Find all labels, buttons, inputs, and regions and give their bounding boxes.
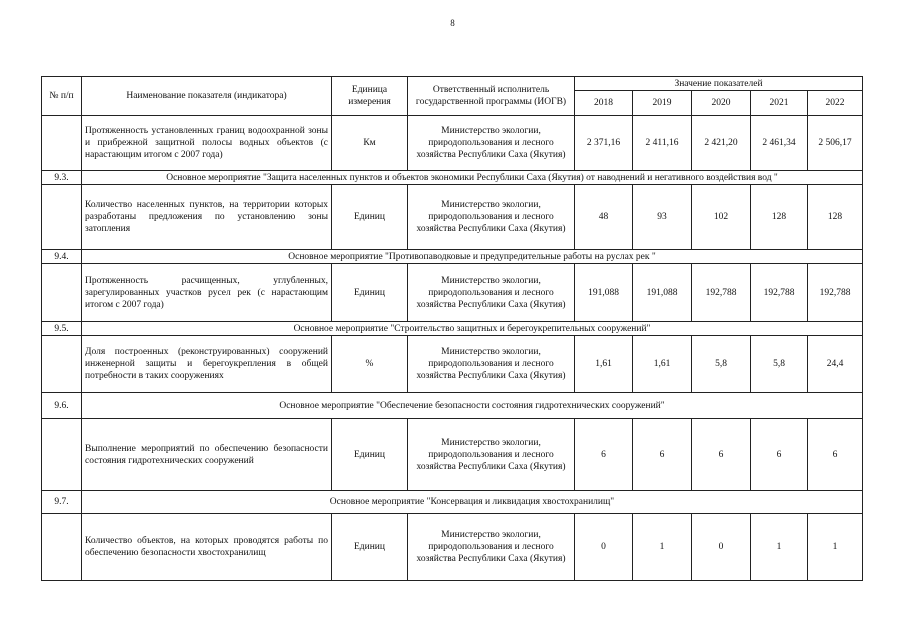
event-title: Основное мероприятие "Обеспечение безопасности состояния гидротехнических сооружений": [82, 393, 863, 419]
indicator-row: [42, 116, 863, 171]
event-title: Основное мероприятие "Консервация и ликвидация хвостохранилищ": [82, 491, 863, 514]
header-year: 2021: [751, 91, 808, 116]
event-title: Основное мероприятие "Строительство защитных и берегоукрепительных сооружений": [82, 322, 863, 336]
indicator-value: 2 411,16: [633, 116, 692, 171]
indicator-unit: Единиц: [332, 419, 408, 491]
indicator-value: 6: [692, 419, 751, 491]
indicator-value: 102: [692, 185, 751, 250]
responsible-executor: Министерство экологии, природопользования и лесного хозяйства Республики Саха (Якутия): [408, 185, 575, 250]
event-title: Основное мероприятие "Противопаводковые и предупредительные работы на руслах рек ": [82, 250, 863, 264]
page-number: 8: [450, 18, 455, 28]
indicator-name: Выполнение мероприятий по обеспечению безопасности состояния гидротехнических сооружений: [82, 419, 332, 491]
indicator-row: [42, 514, 863, 581]
event-row: [42, 322, 863, 336]
indicator-value: 2 506,17: [808, 116, 863, 171]
indicator-value: 192,788: [692, 264, 751, 322]
row-number-cell: [42, 116, 82, 171]
row-number-cell: [42, 419, 82, 491]
event-title: Основное мероприятие "Защита населенных пунктов и объектов экономики Республики Саха (Якутия) от наводнений и негативного воздействия вод ": [82, 171, 863, 185]
event-row: [42, 171, 863, 185]
indicator-name: Количество населенных пунктов, на территории которых разработаны предложения по установлению зоны затопления: [82, 185, 332, 250]
indicator-value: 1: [633, 514, 692, 581]
indicator-unit: Км: [332, 116, 408, 171]
row-number-cell: [42, 264, 82, 322]
indicator-name: Протяженность расчищенных, углубленных, зарегулированных участков русел рек (с нарастающим итогом с 2007 года): [82, 264, 332, 322]
indicator-value: 93: [633, 185, 692, 250]
indicator-row: [42, 185, 863, 250]
responsible-executor: Министерство экологии, природопользования и лесного хозяйства Республики Саха (Якутия): [408, 116, 575, 171]
header-year: 2019: [633, 91, 692, 116]
responsible-executor: Министерство экологии, природопользования и лесного хозяйства Республики Саха (Якутия): [408, 264, 575, 322]
header-responsible: Ответственный исполнитель государственной программы (ИОГВ): [408, 77, 575, 116]
indicator-value: 24,4: [808, 336, 863, 393]
indicator-unit: Единиц: [332, 264, 408, 322]
indicator-name: Протяженность установленных границ водоохранной зоны и прибрежной защитной полосы водных объектов (с нарастающим итогом с 2007 года): [82, 116, 332, 171]
indicator-value: 5,8: [692, 336, 751, 393]
header-year: 2022: [808, 91, 863, 116]
indicator-value: 5,8: [751, 336, 808, 393]
indicator-unit: %: [332, 336, 408, 393]
indicator-value: 1: [808, 514, 863, 581]
event-index: 9.7.: [42, 491, 82, 514]
indicator-name: Количество объектов, на которых проводятся работы по обеспечению безопасности хвостохранилищ: [82, 514, 332, 581]
indicator-value: 192,788: [751, 264, 808, 322]
indicator-value: 191,088: [575, 264, 633, 322]
header-unit: Единица измерения: [332, 77, 408, 116]
indicator-value: 128: [751, 185, 808, 250]
indicator-value: 48: [575, 185, 633, 250]
row-number-cell: [42, 336, 82, 393]
indicator-value: 0: [575, 514, 633, 581]
indicator-value: 2 421,20: [692, 116, 751, 171]
indicator-value: 1: [751, 514, 808, 581]
indicator-row: [42, 336, 863, 393]
event-index: 9.6.: [42, 393, 82, 419]
responsible-executor: Министерство экологии, природопользования и лесного хозяйства Республики Саха (Якутия): [408, 419, 575, 491]
header-year: 2018: [575, 91, 633, 116]
row-number-cell: [42, 185, 82, 250]
indicator-name: Доля построенных (реконструированных) сооружений инженерной защиты и берегоукрепления в общей потребности в таких сооружениях: [82, 336, 332, 393]
indicator-value: 6: [575, 419, 633, 491]
row-number-cell: [42, 514, 82, 581]
indicator-value: 2 371,16: [575, 116, 633, 171]
indicator-row: [42, 419, 863, 491]
event-index: 9.3.: [42, 171, 82, 185]
responsible-executor: Министерство экологии, природопользования и лесного хозяйства Республики Саха (Якутия): [408, 336, 575, 393]
indicator-value: 6: [751, 419, 808, 491]
event-index: 9.5.: [42, 322, 82, 336]
header-values-title: Значение показателей: [575, 77, 863, 91]
indicator-value: 128: [808, 185, 863, 250]
indicator-value: 1,61: [633, 336, 692, 393]
indicator-value: 192,788: [808, 264, 863, 322]
indicator-row: [42, 264, 863, 322]
event-index: 9.4.: [42, 250, 82, 264]
indicator-unit: Единиц: [332, 185, 408, 250]
indicator-value: 6: [808, 419, 863, 491]
event-row: [42, 491, 863, 514]
indicator-unit: Единиц: [332, 514, 408, 581]
indicator-value: 6: [633, 419, 692, 491]
event-row: [42, 250, 863, 264]
responsible-executor: Министерство экологии, природопользования и лесного хозяйства Республики Саха (Якутия): [408, 514, 575, 581]
header-num: № п/п: [42, 77, 82, 116]
event-row: [42, 393, 863, 419]
indicator-value: 0: [692, 514, 751, 581]
indicator-value: 191,088: [633, 264, 692, 322]
indicators-table: [41, 76, 863, 581]
indicator-value: 2 461,34: [751, 116, 808, 171]
indicator-value: 1,61: [575, 336, 633, 393]
header-name: Наименование показателя (индикатора): [82, 77, 332, 116]
header-year: 2020: [692, 91, 751, 116]
